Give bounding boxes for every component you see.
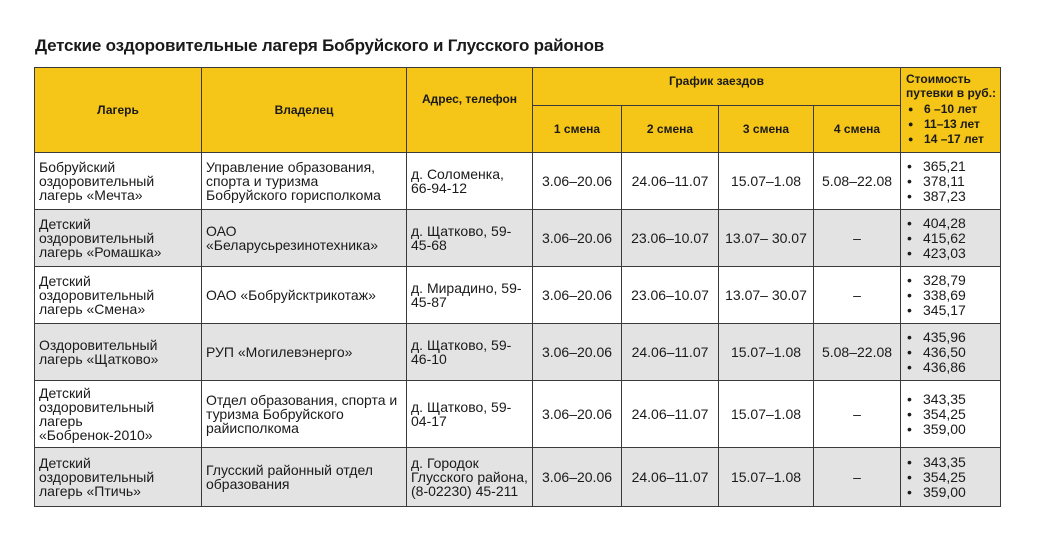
- price-value: • 354,25: [907, 470, 1000, 485]
- table-row: [35, 153, 1001, 210]
- table-row: [35, 448, 1001, 507]
- price-cell: [901, 267, 1001, 324]
- price-value: • 343,35: [907, 455, 1000, 470]
- camp-owner: Глусский районный отдел образования: [202, 448, 407, 507]
- shift-dates: 15.07–1.08: [719, 381, 814, 448]
- table-row: [35, 324, 1001, 381]
- shift-dates: 15.07–1.08: [719, 324, 814, 381]
- table-row: [35, 210, 1001, 267]
- price-value: • 436,86: [907, 360, 1000, 375]
- camp-owner: Управление образования, спорта и туризма Бобруйского горисполкома: [202, 153, 407, 210]
- price-cell: [901, 324, 1001, 381]
- price-head-title: Стоимость путевки в руб.:: [906, 72, 997, 100]
- shift-dates: 24.06–11.07: [622, 448, 719, 507]
- header-shift-2: 2 смена: [622, 106, 719, 153]
- header-address: Адрес, телефон: [407, 68, 533, 153]
- camp-address: д. Щатково, 59-04-17: [407, 381, 533, 448]
- camp-address: д. Городок Глусского района, (8-02230) 45-211: [407, 448, 533, 507]
- camp-address: д. Щатково, 59-46-10: [407, 324, 533, 381]
- price-list: [901, 273, 1000, 318]
- price-list: [901, 392, 1000, 437]
- price-value: • 387,23: [907, 189, 1000, 204]
- age-groups-list: [906, 102, 1000, 147]
- price-value: • 359,00: [907, 422, 1000, 437]
- shift-dates: –: [814, 381, 901, 448]
- shift-dates: –: [814, 267, 901, 324]
- page-title: Детские оздоровительные лагеря Бобруйского и Глусского районов: [35, 36, 605, 55]
- camp-name: Бобруйский оздоровительный лагерь «Мечта»: [35, 153, 202, 210]
- shift-dates: –: [814, 448, 901, 507]
- shift-dates: 3.06–20.06: [533, 448, 622, 507]
- price-value: • 423,03: [907, 246, 1000, 261]
- camp-owner: ОАО «Бобруйсктрикотаж»: [202, 267, 407, 324]
- price-value: • 436,50: [907, 345, 1000, 360]
- camp-owner: РУП «Могилевэнерго»: [202, 324, 407, 381]
- price-list: [901, 455, 1000, 500]
- shift-dates: 23.06–10.07: [622, 210, 719, 267]
- shift-dates: 3.06–20.06: [533, 210, 622, 267]
- camp-name: Оздоровительный лагерь «Щатково»: [35, 324, 202, 381]
- shift-dates: 23.06–10.07: [622, 267, 719, 324]
- camp-address: д. Соломенка, 66-94-12: [407, 153, 533, 210]
- header-owner: Владелец: [202, 68, 407, 153]
- shift-dates: 3.06–20.06: [533, 153, 622, 210]
- price-value: • 378,11: [907, 174, 1000, 189]
- table-row: [35, 381, 1001, 448]
- header-shift-1: 1 смена: [533, 106, 622, 153]
- shift-dates: 15.07–1.08: [719, 153, 814, 210]
- shift-dates: –: [814, 210, 901, 267]
- price-value: • 365,21: [907, 159, 1000, 174]
- shift-dates: 15.07–1.08: [719, 448, 814, 507]
- header-schedule: График заездов: [533, 68, 901, 106]
- price-list: [901, 216, 1000, 261]
- price-list: [901, 159, 1000, 204]
- camps-table: [34, 67, 1001, 507]
- age-group: ● 11–13 лет: [908, 117, 1000, 132]
- camp-name: Детский оздоровительный лагерь «Бобренок-2010»: [35, 381, 202, 448]
- camp-address: д. Мирадино, 59-45-87: [407, 267, 533, 324]
- price-cell: [901, 448, 1001, 507]
- price-cell: [901, 210, 1001, 267]
- price-value: • 345,17: [907, 303, 1000, 318]
- price-cell: [901, 153, 1001, 210]
- price-list: [901, 330, 1000, 375]
- shift-dates: 3.06–20.06: [533, 381, 622, 448]
- shift-dates: 5.08–22.08: [814, 153, 901, 210]
- age-group: ● 6 –10 лет: [908, 102, 1000, 117]
- shift-dates: 3.06–20.06: [533, 267, 622, 324]
- age-group: ● 14 –17 лет: [908, 132, 1000, 147]
- price-value: • 328,79: [907, 273, 1000, 288]
- shift-dates: 24.06–11.07: [622, 153, 719, 210]
- header-price: [901, 68, 1001, 153]
- shift-dates: 13.07– 30.07: [719, 210, 814, 267]
- price-value: • 404,28: [907, 216, 1000, 231]
- price-value: • 338,69: [907, 288, 1000, 303]
- shift-dates: 3.06–20.06: [533, 324, 622, 381]
- camp-name: Детский оздоровительный лагерь «Птичь»: [35, 448, 202, 507]
- price-value: • 343,35: [907, 392, 1000, 407]
- shift-dates: 13.07– 30.07: [719, 267, 814, 324]
- price-value: • 415,62: [907, 231, 1000, 246]
- shift-dates: 24.06–11.07: [622, 381, 719, 448]
- header-shift-3: 3 смена: [719, 106, 814, 153]
- camp-owner: Отдел образования, спорта и туризма Бобруйского райисполкома: [202, 381, 407, 448]
- camp-name: Детский оздоровительный лагерь «Смена»: [35, 267, 202, 324]
- shift-dates: 24.06–11.07: [622, 324, 719, 381]
- camp-owner: ОАО «Беларусьрезинотехника»: [202, 210, 407, 267]
- header-shift-4: 4 смена: [814, 106, 901, 153]
- camp-name: Детский оздоровительный лагерь «Ромашка»: [35, 210, 202, 267]
- price-value: • 354,25: [907, 407, 1000, 422]
- price-value: • 359,00: [907, 485, 1000, 500]
- table-row: [35, 267, 1001, 324]
- header-camp: Лагерь: [35, 68, 202, 153]
- shift-dates: 5.08–22.08: [814, 324, 901, 381]
- price-cell: [901, 381, 1001, 448]
- price-value: • 435,96: [907, 330, 1000, 345]
- camp-address: д. Щатково, 59-45-68: [407, 210, 533, 267]
